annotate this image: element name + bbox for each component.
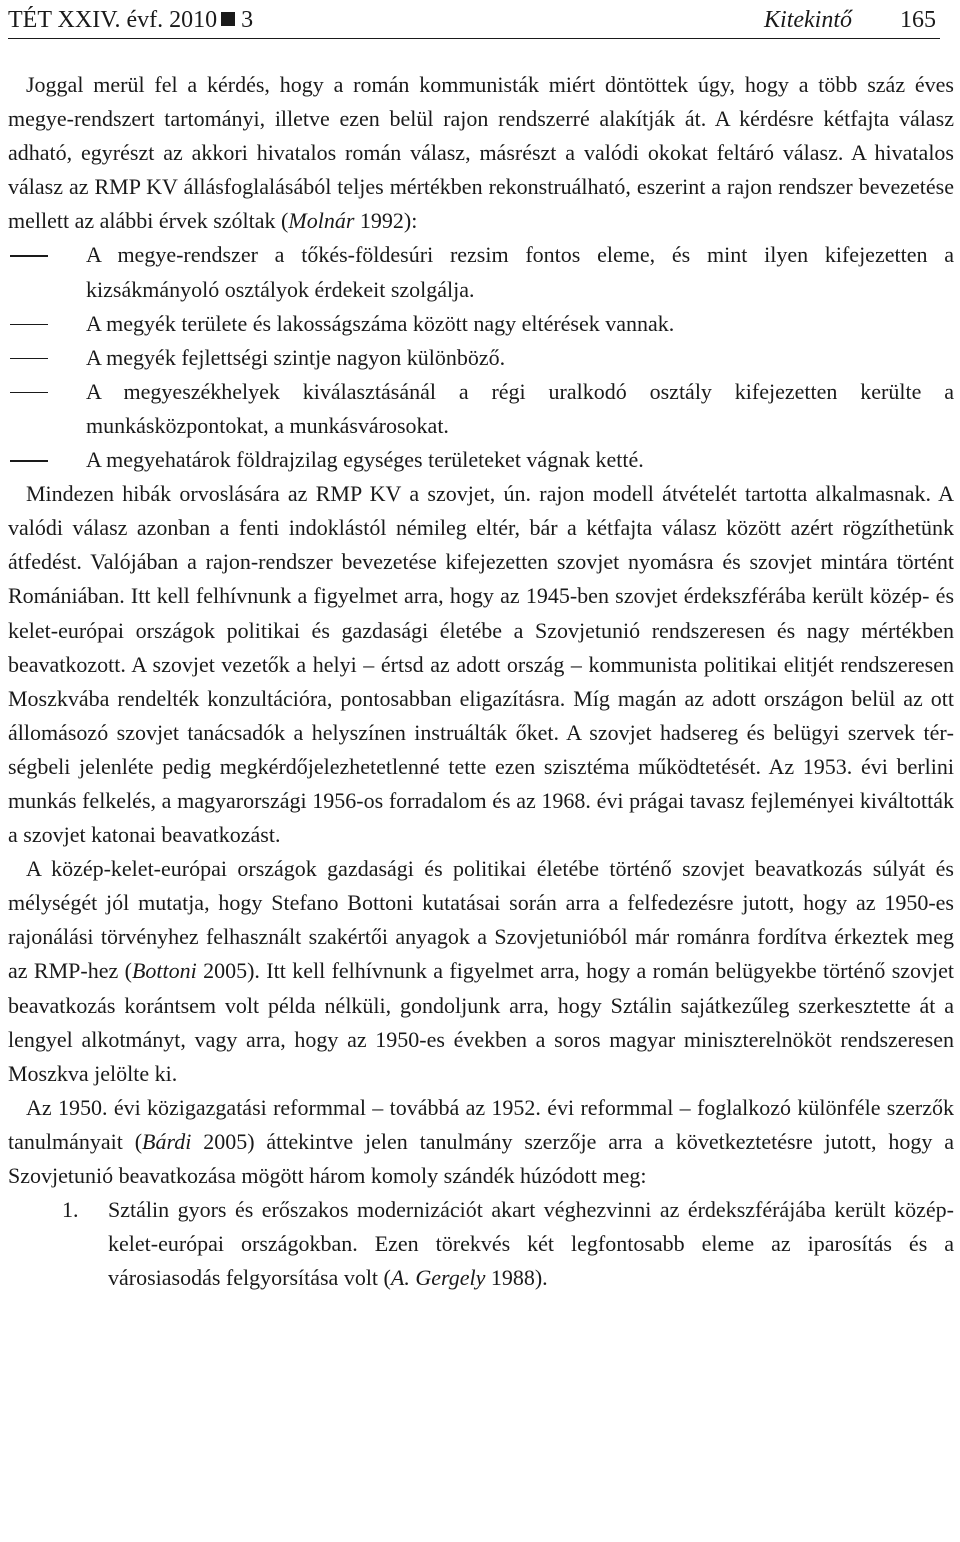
paragraph-1-text: Joggal merül fel a kérdés, hogy a román kommunisták miért döntöttek úgy, hogy a több száz éves megye-rendszert tartományi, illetve ezen belül rajon rendszerré alakítják át. A kérdésre kétfajta válasz adható, egyrészt az akkori hivatalos román válasz, másrészt a valódi okokat feltáró válasz. A hivatalos válasz az RMP KV állásfoglalásából teljes mértékben rekonstruálható, eszerint a rajon rendszer bevezetése mellett az alábbi érvek szóltak ( bbox=[8, 72, 954, 234]
list-item bbox=[8, 375, 954, 443]
black-square-icon bbox=[221, 12, 235, 26]
list-item-text: A megyeszékhelyek kiválasztásánál a régi uralkodó osztály kifejezetten kerülte a munkásközpontokat, a munkásvárosokat. bbox=[86, 378, 954, 438]
numbered-list-item bbox=[8, 1193, 954, 1295]
list-item bbox=[8, 443, 954, 477]
list-item-text: A megye-rendszer a tőkés-földesúri rezsim fontos eleme, és mint ilyen kifejezetten a kizsákmányoló osztályok érdekeit szolgálja. bbox=[86, 242, 954, 302]
article-body bbox=[8, 68, 954, 1295]
citation-gergely: A. Gergely bbox=[390, 1265, 486, 1291]
paragraph-2: Mindezen hibák orvoslására az RMP KV a szovjet, ún. rajon modell átvételét tartotta alkalmasnak. A valódi válasz azonban a fenti indoklástól némileg eltér, bár a kétfajta válasz között azért rögzíthetünk átfedést. Valójában a rajon-rendszer bevezetése kifejezetten szovjet nyomásra és szovjet mintára történt Romániában. Itt kell felhívnunk a figyelmet arra, hogy az 1945-ben szovjet érdekszférába került közép- és kelet-európai országok politikai és gazdasági életébe a Szovjetunió rendszeresen és nagy mértékben beavatkozott. A szovjet vezetők a helyi – értsd az adott ország – kommunista politikai elitjét rendszeresen Moszkvába rendelték konzultációra, pontosabban eligazításra. Míg magán az adott országon belül az ott állomásozó szovjet tanácsadók a helyszínen instruálták őket. A szovjet hadsereg és belügyi szervek térségbeli jelenléte pedig megkérdőjelezhetetlenné tette ezen szisztéma működtetését. Az 1953. évi berlini munkás felkelés, a magyarországi 1956-os forradalom és az 1968. évi prágai tavasz fejleményei kiváltották a szovjet katonai beavatkozást. bbox=[8, 481, 954, 848]
citation-bottoni: Bottoni bbox=[131, 958, 197, 984]
list-item bbox=[8, 341, 954, 375]
numbered-item-text: Sztálin gyors és erőszakos modernizációt akart véghezvinni az érdekszférájába került közép-kelet-európai országokban. Ezen törekvés két legfontosabb eleme az iparosítás és a városiasodás felgyorsítása volt ( bbox=[108, 1197, 954, 1291]
paragraph-1 bbox=[8, 68, 954, 238]
list-item-text: A megyék fejlettségi szintje nagyon különböző. bbox=[86, 344, 506, 370]
citation-molnar: Molnár bbox=[288, 208, 355, 234]
section-name: Kitekintő bbox=[764, 7, 852, 33]
paragraph-4-text: Az 1950. évi közigazgatási reformmal – továbbá az 1952. évi reformmal – foglalkozó különféle szerzők tanulmányait ( bbox=[8, 1094, 954, 1154]
journal-info bbox=[8, 2, 253, 38]
paragraph-4-text-end: 2005) áttekintve jelen tanulmány szerzője arra a következtetésre jutott, hogy a Szovjetunió beavatkozása mögött három komoly szándék húzódott meg: bbox=[8, 1128, 954, 1188]
dash-list bbox=[8, 238, 954, 477]
running-header bbox=[8, 2, 940, 39]
paragraph-3-text: A közép-kelet-európai országok gazdasági és politikai életébe történő szovjet beavatkozás súlyát és mélységét jól mutatja, hogy Stefano Bottoni kutatásai során arra a felfedezésre jutott, hogy az 1950-es rajonálási törvényhez felhasznált szakértői anyagok a Szovjetunióból már románra fordítva érkeztek meg az RMP-hez ( bbox=[8, 856, 954, 984]
paragraph-1-text-end: 1992): bbox=[354, 208, 418, 234]
numbered-list bbox=[8, 1193, 954, 1295]
list-item-text: A megyehatárok földrajzilag egységes területeket vágnak ketté. bbox=[86, 447, 644, 473]
paragraph-3-text-end: 2005). Itt kell felhívnunk a figyelmet arra, hogy a román belügyekbe történő szovjet beavatkozás korántsem volt példa nélküli, gondoljunk arra, hogy Sztálin sajátkezűleg szerkesztette át a lengyel alkotmányt, vagy arra, hogy az 1950-es években a soros magyar miniszterelnököt rendszeresen Moszkva jelölte ki. bbox=[8, 958, 955, 1086]
list-item bbox=[8, 307, 954, 341]
list-item bbox=[8, 238, 954, 306]
citation-bardi: Bárdi bbox=[142, 1128, 192, 1154]
paragraph-3 bbox=[8, 852, 954, 1091]
journal-title: TÉT XXIV. évf. 2010 bbox=[8, 7, 218, 33]
numbered-item-text-end: 1988). bbox=[485, 1265, 548, 1291]
page-number: 165 bbox=[900, 7, 936, 33]
paragraph-4 bbox=[8, 1091, 954, 1193]
issue-number: 3 bbox=[241, 7, 254, 33]
list-number: 1. bbox=[62, 1197, 79, 1223]
list-item-text: A megyék területe és lakosságszáma között nagy eltérések vannak. bbox=[86, 310, 675, 336]
